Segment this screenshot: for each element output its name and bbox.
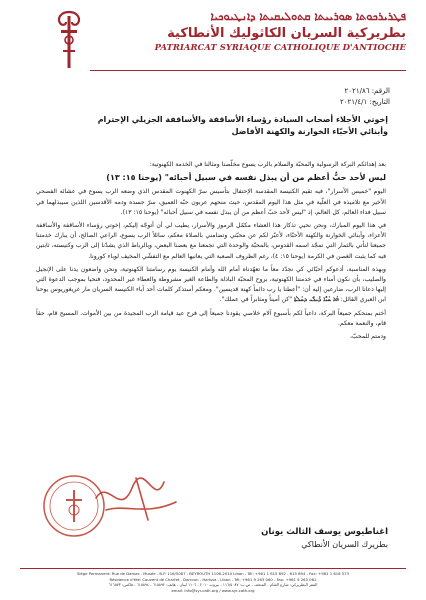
body-paragraph-3-text: وبهذه المناسبة، أدعوكم أحبّائي كي نجدّد معاً ما تعهّدناه أمام الله وأمام الكنيسة يوم رسامتنا الكهنوتية، ونحن واضعون يدنا على الإنجيل والصليب، بأن نكون أمناء في خدمتنا الكهنوتية، بروح المحبّة الباذلة والطاعة الغير مشروطة والعطاء غير المحدود، فنحيا بموجب الدعوة التي إليها دعانا الرب، ضارعين إليه أن: "أعطنا يا رب دائماً كهنة قديسين". ومعكم أستذكر كلمات أحد آباء الكنيسة السريان مار غريغوريوس يوحنا ابن العبري القائل: <box>36 265 386 304</box>
salutation-line-2: وأبنائي الأحبّاء الخوارنة والكهنة الأفاضل <box>231 127 388 136</box>
body-paragraph-4: أختم بمنحكم جميعاً البركة، داعياً لكم بأسبوع آلام خلاصي يقودنا جميعاً إلى فرح عيد قيامة الرب المجيدة من بين الأموات. المسيح قام، حقاً قام، والنعمة معكم. <box>36 309 386 327</box>
body-paragraph-3-tail: "كن أميناً ومثابراً في عملك". <box>219 296 292 304</box>
scripture-quote: ليس لأحد حبٌّ أعظم من أن يبذل نفسه في سبيل أحبائه" (يوحنا ١٥: ١٣) <box>106 173 386 183</box>
salutation <box>28 114 388 138</box>
footer-divider <box>20 568 406 569</box>
opening-paragraph: بعد إهدائكم البركة الرسولية والمحبّة والسلام بالرب يسوع مخلّصنا ومثالنا في الخدمة الكهنوتية: <box>149 161 386 168</box>
header-divider <box>90 70 406 71</box>
letterhead-titles <box>106 10 406 53</box>
letter-body <box>36 160 386 345</box>
body-paragraph-1: اليوم "خميس الأسرار"، فيه تقيم الكنيسة المقدسة الإحتفال بتأسيس سرّ الكهنوت المقدس الذي وضعه الرب يسوع في عشائه الفصحي الأخير مع تلاميذه في العلّية في مثل هذا اليوم المقدس، حيث منحهم عربون حبّه العميق، سرّ جسده ودمه الأقدسين اللذين سيبذلهما في سبيل فداء العالم، كل العالم، إذ "ليس لأحد حبّ أعظم من أن يبذل نفسه في سبيل أحبائه" (يوحنا ١٥: ١٣). <box>36 188 386 216</box>
reference-block <box>340 86 390 108</box>
reference-number: الرقم: ٢٠٢١/٨٦ <box>344 87 390 95</box>
footer-summer-residence: Résidence d'été: Couvent de Charfet - Darroun - Harissa - Liban - Tél: +961 9 263 060 - Fax: +961 9 263 061 <box>109 576 317 582</box>
letter-date: التاريخ: ٢٠٢١/٤/١ <box>339 98 390 106</box>
letterhead <box>0 0 426 82</box>
signer-name: اغناطيوس يوسف الثالث يونان <box>261 527 388 537</box>
body-paragraph-3 <box>36 265 386 306</box>
syriac-title: ܦܛܪܝܪܟܘܬܐ ܣܘܪܝܝܬܐ ܩܬܘܠܝܩܝܬܐ ܕܐܢܛܝܘܟܝܐ <box>210 10 406 23</box>
footer-address-ar: المقر البطريركي: شارع الشام - المتحف - ص.ب: ١١٦/٥٠٨٧ - بيروت ٢٠١٠ - ١١٠٦ لبنان - هاتف: ٦١٥٨٩٢ - ٦١٥٨٩٤ - فاكس: ٦١٦٥٧٣ <box>108 582 318 588</box>
arabic-title: بطريركية السريان الكاثوليك الأنطاكية <box>167 26 406 41</box>
signature-block <box>148 527 388 549</box>
letterhead-footer <box>14 571 412 593</box>
footer-contact: email: info@syr-cath.org / www.syr-cath.org <box>171 587 255 593</box>
syriac-quote: ܗܳܐ ܚܰܝ̈ܶܐ ܕܺܝܠܺܝ ܕܚܰܠܬܳܐ <box>293 296 339 304</box>
closing-line: ودمتم للمحبّ، <box>349 333 386 341</box>
salutation-line-1: إخوتي الأجلاء أصحاب السيادة رؤساء الأساقفة والأساقفة الجزيلي الإحترام <box>97 115 388 124</box>
body-paragraph-2: في هذا اليوم المبارك، ونحن نحيي تذكار هذا العشاء مكمّل الرموز والأسرار، يطيب لي أن أتوجّه إليكم، إخوتي رؤساء الأساقفة والأساقفة الأعزاء، وأبنائي الخوارنة والكهنة الأحبّاء، لأعبّر لكم عن محبّتي وتضامني بالصلاة معكم، سائلاً الرب يسوع، الراعي الصالح، أن يبارك خدمتنا جميعنا لنأتي بالثمار التي تمجّد اسمه القدوس، بالمحبّة والوحدة التي تجمعنا مع بعضنا البعض، وبالرباط الذي يشدّنا إلى الرب وكنيسته، ثابتين فيه كما يثبت الغصن في الكرمة (يوحنا ١٥: ٤)، رغم الظروف الصعبة التي يعانيها العالم مع التفشّي المخيف لوباء كورونا. <box>36 222 386 260</box>
footer-address-fr: Siège Permanent: Rue de Damas - Musée - B.P. 116/5087 - BEYROUTH 1106-2010 Liban - Tél: +961 1 615 892 - 615 894 - Fax: +961 1 616 573 <box>76 571 350 576</box>
patriarchal-crest-icon <box>52 10 86 70</box>
signer-title: بطريرك السريان الأنطاكي <box>301 540 388 549</box>
french-title: PATRIARCAT SYRIAQUE CATHOLIQUE D'ANTIOCHE <box>154 43 406 53</box>
